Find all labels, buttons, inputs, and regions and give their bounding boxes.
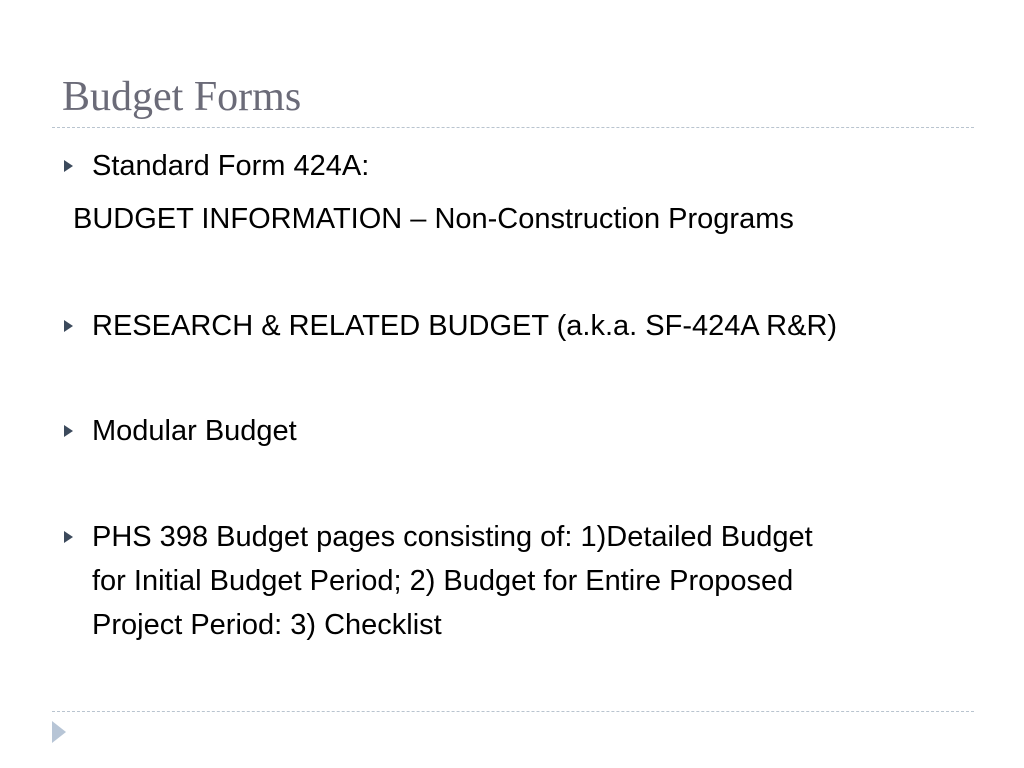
bullet-standard-form-subline: BUDGET INFORMATION – Non-Construction Programs: [73, 203, 794, 235]
bullet-modular-budget: Modular Budget: [92, 415, 297, 447]
triangle-right-icon: [64, 320, 73, 332]
slide-title: Budget Forms: [62, 74, 302, 120]
triangle-right-icon: [64, 425, 73, 437]
bullet-phs398-line1: PHS 398 Budget pages consisting of: 1)Detailed Budget: [92, 521, 813, 553]
bullet-standard-form: Standard Form 424A:: [92, 150, 370, 182]
triangle-right-icon: [64, 160, 73, 172]
next-slide-arrow-icon[interactable]: [52, 721, 66, 743]
footer-divider: [52, 711, 974, 712]
title-divider: [52, 127, 974, 128]
bullet-research-related-budget: RESEARCH & RELATED BUDGET (a.k.a. SF-424A R&R): [92, 310, 838, 342]
triangle-right-icon: [64, 531, 73, 543]
bullet-phs398-line2: for Initial Budget Period; 2) Budget for Entire Proposed: [92, 565, 794, 597]
bullet-phs398-line3: Project Period: 3) Checklist: [92, 609, 442, 641]
